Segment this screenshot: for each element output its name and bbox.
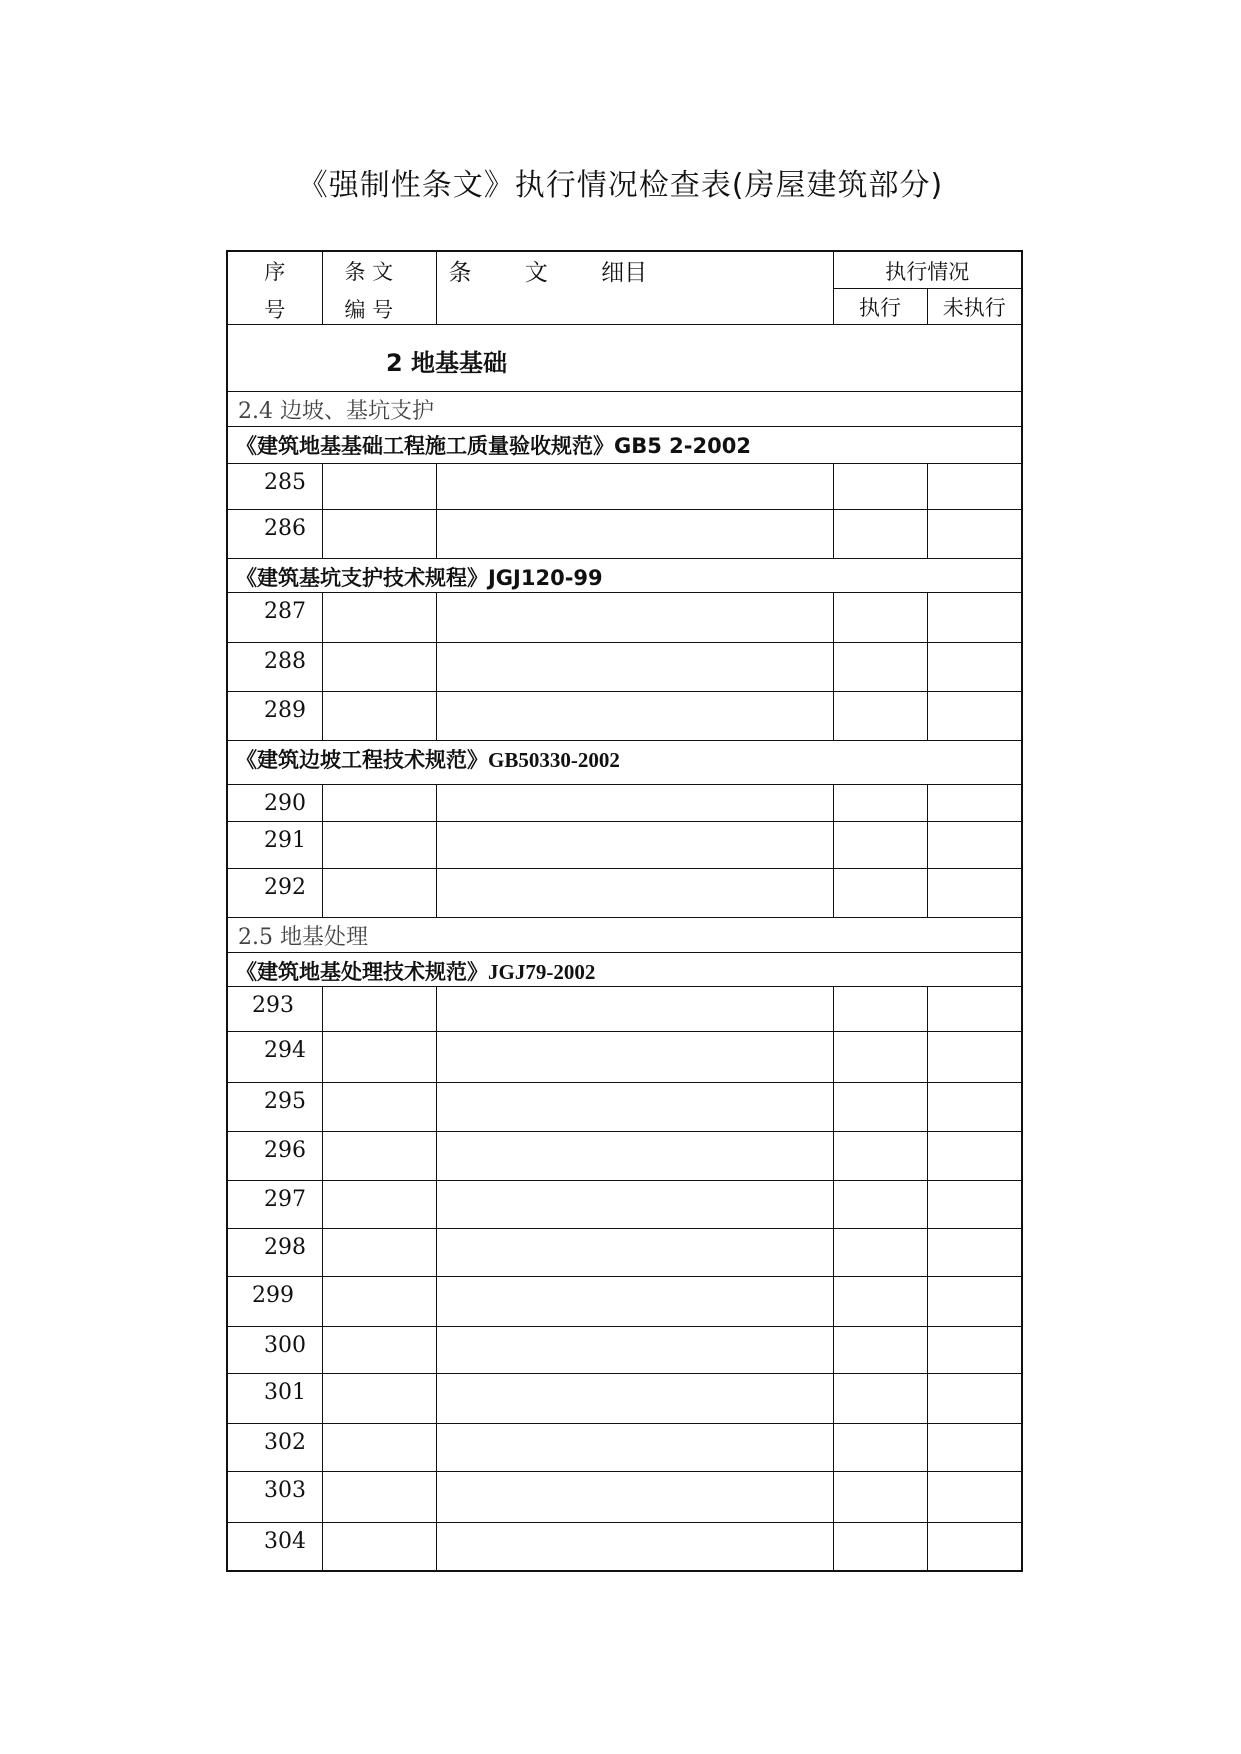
not-executed-cell[interactable] <box>927 692 1022 741</box>
row-number: 293 <box>227 987 322 1032</box>
row-number: 294 <box>227 1032 322 1083</box>
executed-cell[interactable] <box>833 869 927 918</box>
table-row <box>227 643 1022 692</box>
executed-cell[interactable] <box>833 785 927 822</box>
not-executed-cell[interactable] <box>927 1523 1022 1571</box>
clause-no-cell[interactable] <box>322 1132 436 1181</box>
not-executed-cell[interactable] <box>927 1277 1022 1327</box>
executed-cell[interactable] <box>833 464 927 510</box>
table-row <box>227 1523 1022 1571</box>
detail-cell[interactable] <box>436 785 833 822</box>
executed-cell[interactable] <box>833 1523 927 1571</box>
table-row <box>227 692 1022 741</box>
table-row <box>227 464 1022 510</box>
clause-no-cell[interactable] <box>322 1374 436 1424</box>
executed-cell[interactable] <box>833 822 927 869</box>
row-number: 292 <box>227 869 322 918</box>
row-number: 295 <box>227 1083 322 1132</box>
detail-cell[interactable] <box>436 1523 833 1571</box>
not-executed-cell[interactable] <box>927 1472 1022 1523</box>
not-executed-cell[interactable] <box>927 1327 1022 1374</box>
table-row <box>227 1083 1022 1132</box>
detail-cell[interactable] <box>436 822 833 869</box>
standard-heading: 《建筑基坑支护技术规程》JGJ120-99 <box>227 559 1022 593</box>
table-row <box>227 1327 1022 1374</box>
subsection-heading: 2.4 边坡、基坑支护 <box>227 392 1022 427</box>
executed-cell[interactable] <box>833 1132 927 1181</box>
clause-no-cell[interactable] <box>322 1032 436 1083</box>
clause-no-cell[interactable] <box>322 822 436 869</box>
table-row <box>227 1032 1022 1083</box>
clause-no-cell[interactable] <box>322 987 436 1032</box>
detail-cell[interactable] <box>436 692 833 741</box>
row-number: 291 <box>227 822 322 869</box>
clause-no-cell[interactable] <box>322 1424 436 1472</box>
clause-no-cell[interactable] <box>322 1083 436 1132</box>
clause-no-cell[interactable] <box>322 510 436 559</box>
standard-heading: 《建筑地基基础工程施工质量验收规范》GB5 2-2002 <box>227 427 1022 464</box>
header-row-1 <box>227 251 1022 289</box>
detail-cell[interactable] <box>436 1032 833 1083</box>
row-number: 304 <box>227 1523 322 1571</box>
row-number: 300 <box>227 1327 322 1374</box>
clause-no-cell[interactable] <box>322 643 436 692</box>
not-executed-cell[interactable] <box>927 1229 1022 1277</box>
table-row <box>227 593 1022 643</box>
row-number: 296 <box>227 1132 322 1181</box>
row-number: 289 <box>227 692 322 741</box>
detail-cell[interactable] <box>436 1229 833 1277</box>
not-executed-cell[interactable] <box>927 1132 1022 1181</box>
header-executed: 执行 <box>833 289 927 325</box>
row-number: 301 <box>227 1374 322 1424</box>
clause-no-cell[interactable] <box>322 1277 436 1327</box>
executed-cell[interactable] <box>833 1327 927 1374</box>
detail-cell[interactable] <box>436 1277 833 1327</box>
row-number: 288 <box>227 643 322 692</box>
not-executed-cell[interactable] <box>927 1083 1022 1132</box>
executed-cell[interactable] <box>833 510 927 559</box>
row-number: 286 <box>227 510 322 559</box>
standard-heading: 《建筑边坡工程技术规范》GB50330-2002 <box>227 741 1022 785</box>
row-number: 285 <box>227 464 322 510</box>
row-number: 299 <box>227 1277 322 1327</box>
not-executed-cell[interactable] <box>927 1374 1022 1424</box>
document-title: 《强制性条文》执行情况检查表(房屋建筑部分) <box>297 168 944 203</box>
row-number: 303 <box>227 1472 322 1523</box>
executed-cell[interactable] <box>833 593 927 643</box>
row-number: 302 <box>227 1424 322 1472</box>
header-seq-line1: 序 <box>264 260 286 284</box>
table-row <box>227 510 1022 559</box>
header-seq <box>227 251 322 325</box>
executed-cell[interactable] <box>833 692 927 741</box>
table-row <box>227 1277 1022 1327</box>
table-row <box>227 987 1022 1032</box>
executed-cell[interactable] <box>833 1032 927 1083</box>
table-row <box>227 869 1022 918</box>
detail-cell[interactable] <box>436 869 833 918</box>
table-row <box>227 1472 1022 1523</box>
row-number: 297 <box>227 1181 322 1229</box>
clause-no-cell[interactable] <box>322 785 436 822</box>
clause-no-cell[interactable] <box>322 869 436 918</box>
executed-cell[interactable] <box>833 1277 927 1327</box>
clause-no-cell[interactable] <box>322 1229 436 1277</box>
standard-heading: 《建筑地基处理技术规范》JGJ79-2002 <box>227 953 1022 987</box>
detail-cell[interactable] <box>436 1424 833 1472</box>
detail-cell[interactable] <box>436 1181 833 1229</box>
detail-cell[interactable] <box>436 1132 833 1181</box>
not-executed-cell[interactable] <box>927 1181 1022 1229</box>
table-row <box>227 1132 1022 1181</box>
detail-cell[interactable] <box>436 464 833 510</box>
detail-cell[interactable] <box>436 1472 833 1523</box>
detail-cell[interactable] <box>436 593 833 643</box>
clause-no-cell[interactable] <box>322 464 436 510</box>
clause-no-cell[interactable] <box>322 692 436 741</box>
section-heading: 2 地基基础 <box>227 325 1022 392</box>
table-row <box>227 1229 1022 1277</box>
detail-cell[interactable] <box>436 1374 833 1424</box>
table-row <box>227 1424 1022 1472</box>
executed-cell[interactable] <box>833 1181 927 1229</box>
detail-cell[interactable] <box>436 1327 833 1374</box>
not-executed-cell[interactable] <box>927 643 1022 692</box>
not-executed-cell[interactable] <box>927 1424 1022 1472</box>
executed-cell[interactable] <box>833 1424 927 1472</box>
table-row <box>227 1374 1022 1424</box>
table-row <box>227 1181 1022 1229</box>
not-executed-cell[interactable] <box>927 987 1022 1032</box>
clause-no-cell[interactable] <box>322 1523 436 1571</box>
subsection-heading: 2.5 地基处理 <box>227 918 1022 953</box>
not-executed-cell[interactable] <box>927 785 1022 822</box>
not-executed-cell[interactable] <box>927 1032 1022 1083</box>
inspection-table <box>226 250 1023 1572</box>
executed-cell[interactable] <box>833 1472 927 1523</box>
row-number: 290 <box>227 785 322 822</box>
header-not-executed: 未执行 <box>927 289 1022 325</box>
detail-cell[interactable] <box>436 987 833 1032</box>
detail-cell[interactable] <box>436 1083 833 1132</box>
header-detail: 条 文 细目 <box>436 251 833 325</box>
executed-cell[interactable] <box>833 643 927 692</box>
executed-cell[interactable] <box>833 987 927 1032</box>
header-clause-line2: 编 号 <box>344 298 394 322</box>
row-number: 298 <box>227 1229 322 1277</box>
clause-no-cell[interactable] <box>322 593 436 643</box>
row-number: 287 <box>227 593 322 643</box>
not-executed-cell[interactable] <box>927 869 1022 918</box>
table-row <box>227 785 1022 822</box>
clause-no-cell[interactable] <box>322 1327 436 1374</box>
clause-no-cell[interactable] <box>322 1472 436 1523</box>
section-row <box>227 325 1022 392</box>
table-row <box>227 822 1022 869</box>
detail-cell[interactable] <box>436 510 833 559</box>
header-status: 执行情况 <box>833 251 1022 289</box>
executed-cell[interactable] <box>833 1083 927 1132</box>
not-executed-cell[interactable] <box>927 822 1022 869</box>
not-executed-cell[interactable] <box>927 593 1022 643</box>
detail-cell[interactable] <box>436 643 833 692</box>
not-executed-cell[interactable] <box>927 510 1022 559</box>
executed-cell[interactable] <box>833 1374 927 1424</box>
not-executed-cell[interactable] <box>927 464 1022 510</box>
header-clause-line1: 条 文 <box>344 260 394 284</box>
clause-no-cell[interactable] <box>322 1181 436 1229</box>
header-seq-line2: 号 <box>264 298 286 322</box>
executed-cell[interactable] <box>833 1229 927 1277</box>
header-clause-no <box>322 251 436 325</box>
